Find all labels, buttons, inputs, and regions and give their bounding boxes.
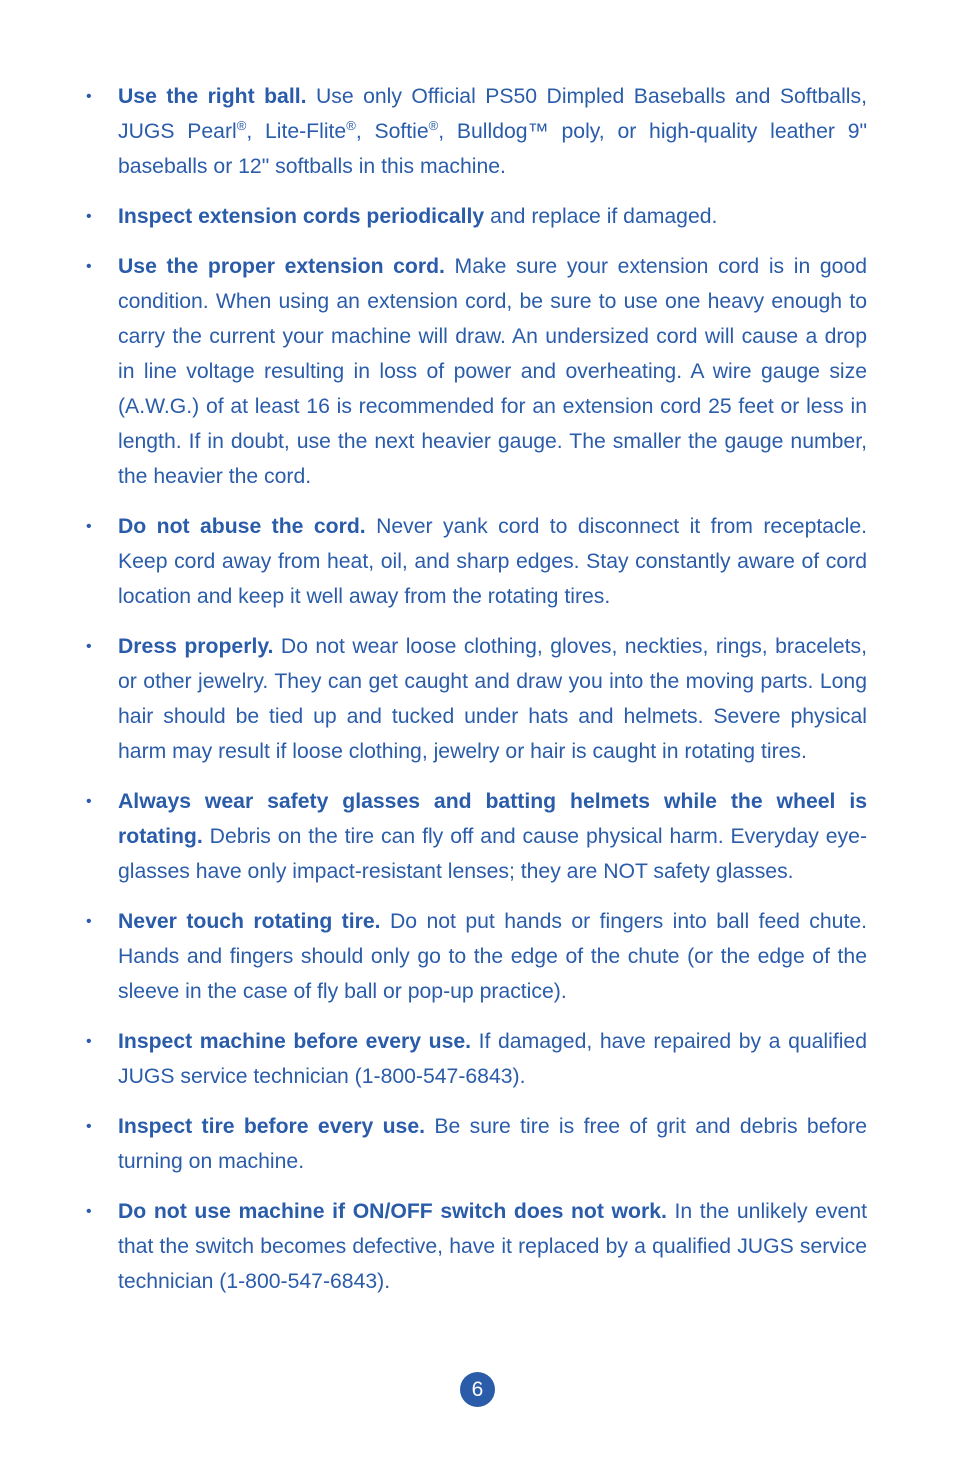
safety-item-abuse-cord <box>82 509 867 614</box>
item-text: , Softie <box>355 120 429 143</box>
safety-item-inspect-tire <box>82 1109 867 1179</box>
item-text: In the unlikely event that the switch becomes defective, have it replaced by a qualified JUGS service technician (1-800-547-6843). <box>118 1200 867 1293</box>
item-text: Be sure tire is free of grit and debris before turning on machine. <box>118 1115 867 1173</box>
item-text: , Bulldog™ poly, or high-quality leather 9" baseballs or 12" softballs in this machine. <box>118 120 867 178</box>
item-text: Debris on the tire can fly off and cause physical harm. Everyday eye-glasses have only impact-resistant lenses; they are NOT safety glasses. <box>118 825 867 883</box>
item-text: and replace if damaged. <box>484 205 718 228</box>
registered-mark: ® <box>428 117 439 133</box>
bullet-icon: • <box>86 1203 92 1220</box>
bullet-icon: • <box>86 1118 92 1135</box>
item-text: Do not put hands or fingers into ball feed chute. Hands and fingers should only go to the edge of the chute (or the edge of the sleeve in the case of fly ball or pop-up practice). <box>118 910 867 1003</box>
bullet-icon: • <box>86 638 92 655</box>
page-number-badge: 6 <box>460 1372 495 1407</box>
safety-item-inspect-machine <box>82 1024 867 1094</box>
safety-item-extension-cord <box>82 249 867 494</box>
safety-item-rotating-tire <box>82 904 867 1009</box>
item-text: Do not wear loose clothing, gloves, neckties, rings, bracelets, or other jewelry. They can get caught and draw you into the moving parts. Long hair should be tied up and tucked under hats and helmets. Severe physical harm may result if loose clothing, jewelry or hair is caught in rotating tires. <box>118 635 867 763</box>
bullet-icon: • <box>86 793 92 810</box>
safety-item-inspect-cords <box>82 199 867 234</box>
registered-mark: ® <box>236 117 247 133</box>
bullet-icon: • <box>86 258 92 275</box>
item-heading: Use the right ball. <box>118 85 307 108</box>
safety-item-right-ball <box>82 79 867 184</box>
item-text: Use only Official PS50 Dimpled Baseballs and Softballs, JUGS Pearl <box>118 85 867 143</box>
bullet-icon: • <box>86 1033 92 1050</box>
safety-item-safety-glasses <box>82 784 867 889</box>
bullet-icon: • <box>86 88 92 105</box>
safety-list <box>82 79 867 1314</box>
item-heading: Inspect extension cords periodically <box>118 205 485 228</box>
item-heading: Use the proper extension cord. <box>118 255 445 278</box>
item-heading: Never touch rotating tire. <box>118 910 381 933</box>
item-text: Make sure your extension cord is in good condition. When using an extension cord, be sure to use one heavy enough to carry the current your machine will draw. An undersized cord will cause a drop in line voltage resulting in loss of power and overheating. A wire gauge size (A.W.G.) of at least 16 is recommended for an extension cord 25 feet or less in length. If in doubt, use the next heavier gauge. The smaller the gauge number, the heavier the cord. <box>118 255 867 488</box>
item-text: Never yank cord to disconnect it from receptacle. Keep cord away from heat, oil, and sharp edges. Stay constantly aware of cord location and keep it well away from the rotating tires. <box>118 515 868 608</box>
bullet-icon: • <box>86 913 92 930</box>
safety-item-dress-properly <box>82 629 867 769</box>
registered-mark: ® <box>346 117 356 133</box>
item-heading: Do not use machine if ON/OFF switch does not work. <box>118 1200 667 1223</box>
item-heading: Inspect tire before every use. <box>118 1115 426 1138</box>
safety-item-on-off-switch <box>82 1194 867 1299</box>
item-heading: Always wear safety glasses and batting helmets while the wheel is rotating. <box>118 790 867 848</box>
bullet-icon: • <box>86 518 92 535</box>
bullet-icon: • <box>86 208 92 225</box>
item-heading: Inspect machine before every use. <box>118 1030 472 1053</box>
item-heading: Do not abuse the cord. <box>118 515 366 538</box>
item-text: If damaged, have repaired by a qualified JUGS service technician (1-800-547-6843). <box>118 1030 867 1088</box>
item-heading: Dress properly. <box>118 635 274 658</box>
item-text: , Lite-Flite <box>246 120 347 143</box>
